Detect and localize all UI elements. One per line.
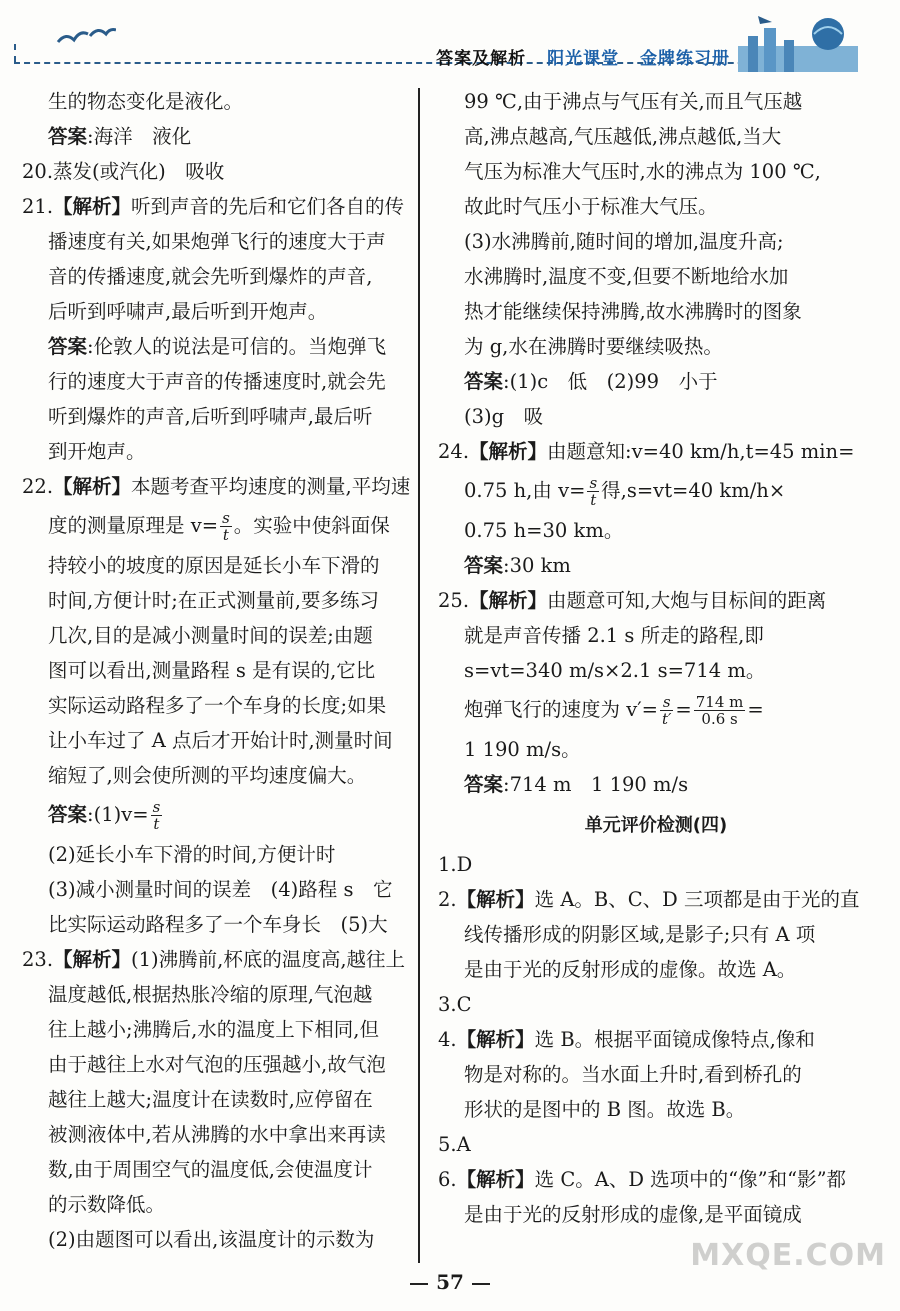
line-text: 是由于光的反射形成的虚像,是平面镜成 [464, 1203, 802, 1226]
text-line [438, 548, 874, 583]
line-text: 热才能继续保持沸腾,故水沸腾时的图象 [464, 300, 802, 323]
item-number: 3. [438, 993, 457, 1016]
line-text: A [456, 1133, 471, 1156]
line-text: (3)减小测量时间的误差 (4)路程 s 它 [48, 878, 393, 901]
line-text: 几次,目的是减小测量时间的误差;由题 [48, 624, 373, 647]
line-text: 数,由于周围空气的温度低,会使温度计 [48, 1158, 373, 1181]
text-line [22, 294, 414, 329]
header-decoration-icon [728, 6, 868, 76]
line-text: 形状的是图中的 B 图。故选 B。 [464, 1098, 746, 1121]
header-series-label: 阳光课堂 [547, 49, 620, 69]
page-footer [0, 1270, 900, 1294]
text-line [438, 732, 874, 767]
text-line [22, 154, 414, 189]
line-text: 由题意知:v=40 km/h,t=45 min= [547, 440, 855, 463]
line-text: 音的传播速度,就会先听到爆炸的声音, [48, 265, 373, 288]
line-text: 听到爆炸的声音,后听到呼啸声,最后听 [48, 405, 373, 428]
text-line [22, 364, 414, 399]
analysis-tag: 【解析】 [456, 1028, 535, 1051]
line-text: 听到声音的先后和它们各自的传 [131, 195, 405, 218]
line-text: 比实际运动路程多了一个车身长 (5)大 [48, 913, 388, 936]
text-line [22, 189, 414, 224]
text-line [22, 942, 414, 977]
line-text: 蒸发(或汽化) 吸收 [53, 160, 225, 183]
line-text: 1 190 m/s。 [464, 738, 581, 761]
analysis-tag: 【解析】 [469, 589, 548, 612]
item-number: 5. [438, 1133, 457, 1156]
line-text: (3)水沸腾前,随时间的增加,温度升高; [464, 230, 784, 253]
formula-line: 度的测量原理是 v= $\frac{s}{t}$ 。实验中使斜面保 [48, 509, 390, 544]
item-number: 24. [438, 440, 470, 463]
line-text: (1)沸腾前,杯底的温度高,越往上 [131, 948, 406, 971]
header-title [436, 44, 730, 69]
line-text: 由于越往上水对气泡的压强越小,故气泡 [48, 1053, 386, 1076]
text-line [438, 653, 874, 688]
header-border-corner [14, 44, 28, 62]
fraction: $\frac{s}{t}$ [152, 798, 161, 833]
analysis-tag: 【解析】 [456, 888, 535, 911]
line-text: 往上越小;沸腾后,水的温度上下相同,但 [48, 1018, 379, 1041]
header-book-label: 金牌练习册 [640, 49, 730, 69]
text-line [438, 513, 874, 548]
text-line [22, 977, 414, 1012]
line-text: 播速度有关,如果炮弹飞行的速度大于声 [48, 230, 386, 253]
line-text: 由题意可知,大炮与目标间的距离 [547, 589, 827, 612]
right-column [438, 84, 874, 1232]
text-line [22, 688, 414, 723]
line-text: :伦敦人的说法是可信的。当炮弹飞 [87, 335, 387, 358]
text-line [22, 872, 414, 907]
line-text: :(1)c 低 (2)99 小于 [503, 370, 718, 393]
line-text: 选 C。A、D 选项中的“像”和“影”都 [534, 1168, 847, 1191]
line-text: 气压为标准大气压时,水的沸点为 100 ℃, [464, 160, 821, 183]
line-text: 0.75 h=30 km。 [464, 519, 624, 542]
analysis-tag: 【解析】 [469, 440, 548, 463]
fraction: $\frac{s}{t}$ [222, 509, 230, 544]
line-text: (3)g 吸 [464, 405, 544, 428]
analysis-tag: 【解析】 [456, 1168, 535, 1191]
text-line [22, 907, 414, 942]
line-text: 选 B。根据平面镜成像特点,像和 [534, 1028, 815, 1051]
text-line [438, 882, 874, 917]
line-text: 生的物态变化是液化。 [48, 90, 244, 113]
left-column [22, 84, 414, 1257]
answer-label: 答案 [464, 773, 504, 796]
line-text: 选 A。B、C、D 三项都是由于光的直 [534, 888, 860, 911]
item-number: 23. [22, 948, 54, 971]
section-title: 单元评价检测(四) [584, 815, 728, 836]
item-number: 25. [438, 589, 470, 612]
analysis-tag: 【解析】 [53, 948, 132, 971]
text-line [22, 723, 414, 758]
line-text: D [456, 853, 473, 876]
text-line [22, 758, 414, 793]
answer-label: 答案 [464, 370, 504, 393]
line-text: 后听到呼啸声,最后听到开炮声。 [48, 300, 328, 323]
header-answers-label: 答案及解析 [436, 49, 527, 69]
line-text: 故此时气压小于标准大气压。 [464, 195, 718, 218]
text-line [438, 618, 874, 653]
text-line [22, 583, 414, 618]
text-line [438, 434, 874, 469]
fraction: $\frac{s}{t'}$ [661, 693, 672, 728]
text-line [438, 84, 874, 119]
line-text: 图可以看出,测量路程 s 是有误的,它比 [48, 659, 376, 682]
item-number: 4. [438, 1028, 457, 1051]
text-line [22, 259, 414, 294]
item-number: 2. [438, 888, 457, 911]
text-line [22, 1082, 414, 1117]
line-text: 线传播形成的阴影区域,是影子;只有 A 项 [464, 923, 816, 946]
line-text: 本题考查平均速度的测量,平均速 [131, 475, 411, 498]
text-line [22, 399, 414, 434]
analysis-tag: 【解析】 [53, 195, 132, 218]
text-line [438, 259, 874, 294]
birds-icon [56, 24, 116, 54]
line-text: 的示数降低。 [48, 1193, 166, 1216]
column-divider [418, 88, 420, 1263]
text-line [22, 1047, 414, 1082]
line-text: :30 km [503, 554, 571, 577]
page-number: 57 [436, 1270, 464, 1294]
text-line [22, 548, 414, 583]
line-text: 到开炮声。 [48, 440, 146, 463]
line-text: 让小车过了 A 点后才开始计时,测量时间 [48, 729, 393, 752]
text-line [22, 84, 414, 119]
line-text: 水沸腾时,温度不变,但要不断地给水加 [464, 265, 789, 288]
answer-label: 答案 [48, 335, 88, 358]
line-text: 为 g,水在沸腾时要继续吸热。 [464, 335, 723, 358]
text-line [438, 329, 874, 364]
line-text: (2)由题图可以看出,该温度计的示数为 [48, 1228, 375, 1251]
line-text: 实际运动路程多了一个车身的长度;如果 [48, 694, 387, 717]
line-text: 越往上越大;温度计在读数时,应停留在 [48, 1088, 373, 1111]
text-line [438, 987, 874, 1022]
text-line [22, 618, 414, 653]
text-line [22, 434, 414, 469]
answer-label: 答案 [48, 125, 88, 148]
text-line [438, 767, 874, 802]
text-line [438, 952, 874, 987]
text-line [438, 1022, 874, 1057]
line-text: (2)延长小车下滑的时间,方便计时 [48, 843, 336, 866]
analysis-tag: 【解析】 [53, 475, 132, 498]
text-line [438, 154, 874, 189]
line-text: 缩短了,则会使所测的平均速度偏大。 [48, 764, 367, 787]
fraction: $\frac{714 m}{0.6 s}$ [695, 693, 744, 728]
text-line [22, 224, 414, 259]
text-line [22, 1117, 414, 1152]
text-line [22, 1222, 414, 1257]
text-line [438, 224, 874, 259]
line-text: 时间,方便计时;在正式测量前,要多练习 [48, 589, 379, 612]
text-line [438, 1127, 874, 1162]
line-text: 温度越低,根据热胀冷缩的原理,气泡越 [48, 983, 373, 1006]
text-line [438, 1057, 874, 1092]
text-line [22, 1012, 414, 1047]
line-text: 就是声音传播 2.1 s 所走的路程,即 [464, 624, 764, 647]
answer-label: 答案 [464, 554, 504, 577]
text-line [22, 1152, 414, 1187]
text-line [438, 583, 874, 618]
line-text: 99 ℃,由于沸点与气压有关,而且气压越 [464, 90, 803, 113]
speed-formula-line: 炮弹飞行的速度为 v′= $\frac{s}{t'}$ = $\frac{714 m}{0.6 s}$ = [464, 693, 764, 728]
item-number: 6. [438, 1168, 457, 1191]
fraction: $\frac{s}{t}$ [589, 474, 598, 509]
text-line [438, 847, 874, 882]
text-line [22, 119, 414, 154]
text-line [22, 837, 414, 872]
text-line [22, 329, 414, 364]
line-text: 高,沸点越高,气压越低,沸点越低,当大 [464, 125, 782, 148]
text-line [22, 1187, 414, 1222]
item-number: 22. [22, 475, 54, 498]
line-text: 行的速度大于声音的传播速度时,就会先 [48, 370, 386, 393]
text-line [438, 189, 874, 224]
page-header [0, 0, 900, 80]
text-line [22, 469, 414, 504]
text-line [438, 1162, 874, 1197]
line-text: 被测液体中,若从沸腾的水中拿出来再读 [48, 1123, 386, 1146]
line-text: 物是对称的。当水面上升时,看到桥孔的 [464, 1063, 802, 1086]
text-line [438, 364, 874, 399]
text-line [22, 653, 414, 688]
line-text: C [456, 993, 472, 1016]
watermark-text: MXQE.COM [690, 1238, 886, 1273]
item-number: 20. [22, 160, 54, 183]
item-number: 21. [22, 195, 54, 218]
line-text: s=vt=340 m/s×2.1 s=714 m。 [464, 659, 766, 682]
line-text: :714 m 1 190 m/s [503, 773, 689, 796]
item-number: 1. [438, 853, 457, 876]
line-text: 持较小的坡度的原因是延长小车下滑的 [48, 554, 380, 577]
text-line [438, 294, 874, 329]
formula-line: 0.75 h,由 v= $\frac{s}{t}$ 得,s=vt=40 km/h× [464, 474, 786, 509]
answer-formula-line: 答案:(1)v= $\frac{s}{t}$ [48, 798, 161, 833]
line-text: 是由于光的反射形成的虚像。故选 A。 [464, 958, 797, 981]
line-text: :海洋 液化 [87, 125, 192, 148]
text-line [438, 1197, 874, 1232]
text-line [438, 399, 874, 434]
text-line [438, 119, 874, 154]
text-line [438, 1092, 874, 1127]
text-line [438, 917, 874, 952]
